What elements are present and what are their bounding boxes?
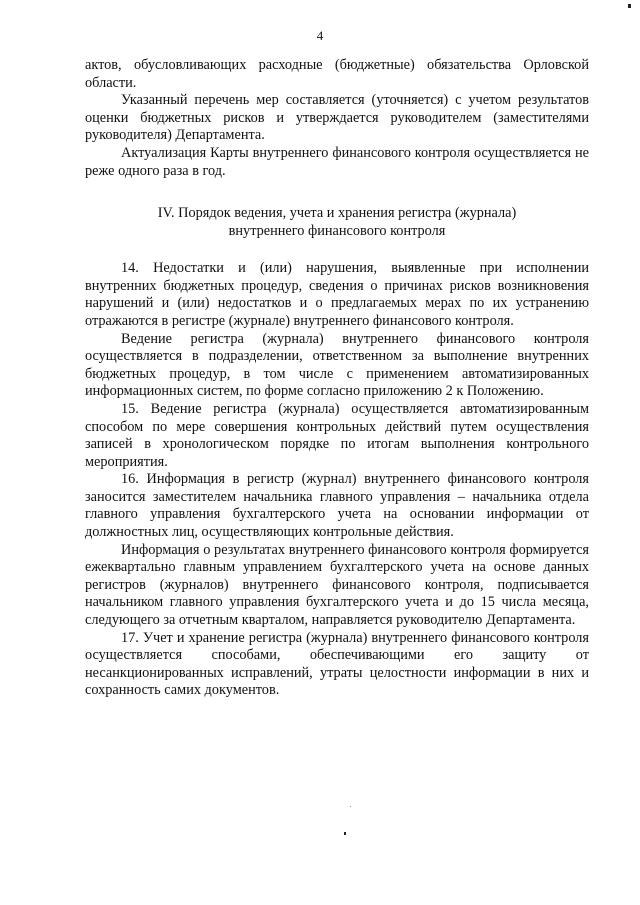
paragraph-measures-list: Указанный перечень мер составляется (уточняется) с учетом результатов оценки бюджетных рисков и утверждается руководителем (заместителями руководителя) Департамента.: [85, 92, 589, 144]
document-body: [85, 57, 589, 700]
paragraph-map-update: Актуализация Карты внутреннего финансового контроля осуществляется не реже одного раза в год.: [85, 144, 589, 179]
section-heading-line-1: IV. Порядок ведения, учета и хранения регистра (журнала): [157, 205, 517, 222]
scan-speck: [350, 806, 351, 807]
scan-speck: [628, 4, 631, 8]
paragraph-continuation: актов, обусловливающих расходные (бюджетные) обязательства Орловской области.: [85, 57, 589, 91]
scan-speck: [344, 832, 346, 835]
paragraph-14: 14. Недостатки и (или) нарушения, выявленные при исполнении внутренних бюджетных процедур, сведения о причинах рисков возникновения нарушений и (или) недостатков и о предлагаемых мерах по их устранению отражаются в регистре (журнале) внутреннего финансового контроля.: [85, 260, 589, 329]
paragraph-15: 15. Ведение регистра (журнала) осуществляется автоматизированным способом по мере совершения контрольных действий путем осуществления записей в хронологическом порядке по итогам выполнения контрольного мероприятия.: [85, 400, 589, 470]
paragraph-register-maintenance: Ведение регистра (журнала) внутреннего финансового контроля осуществляется в подразделении, ответственном за выполнение внутренних бюджетных процедур, в том числе с применением автоматизированных информационных систем, по форме согласно приложению 2 к Положению.: [85, 330, 589, 400]
section-heading: [85, 204, 589, 240]
page-number: 4: [316, 28, 324, 43]
paragraph-control-results: Информация о результатах внутреннего финансового контроля формируется ежеквартально главным управлением бухгалтерского учета на основе данных регистров (журналов) внутреннего финансового контроля, подписывается начальником главного управления бухгалтерского учета и до 15 числа месяца, следующего за отчетным кварталом, направляется руководителю Департамента.: [85, 541, 589, 629]
paragraph-17: 17. Учет и хранение регистра (журнала) внутреннего финансового контроля осуществляется способами, обеспечивающими его защиту от несанкционированных исправлений, утраты целостности информации в них и сохранность самих документов.: [85, 629, 589, 699]
section-heading-line-2: внутреннего финансового контроля: [228, 223, 446, 240]
paragraph-16: 16. Информация в регистр (журнал) внутреннего финансового контроля заносится заместителем начальника главного управления – начальника отдела главного управления бухгалтерского учета на основании информации от должностных лиц, осуществляющих контрольные действия.: [85, 471, 589, 541]
